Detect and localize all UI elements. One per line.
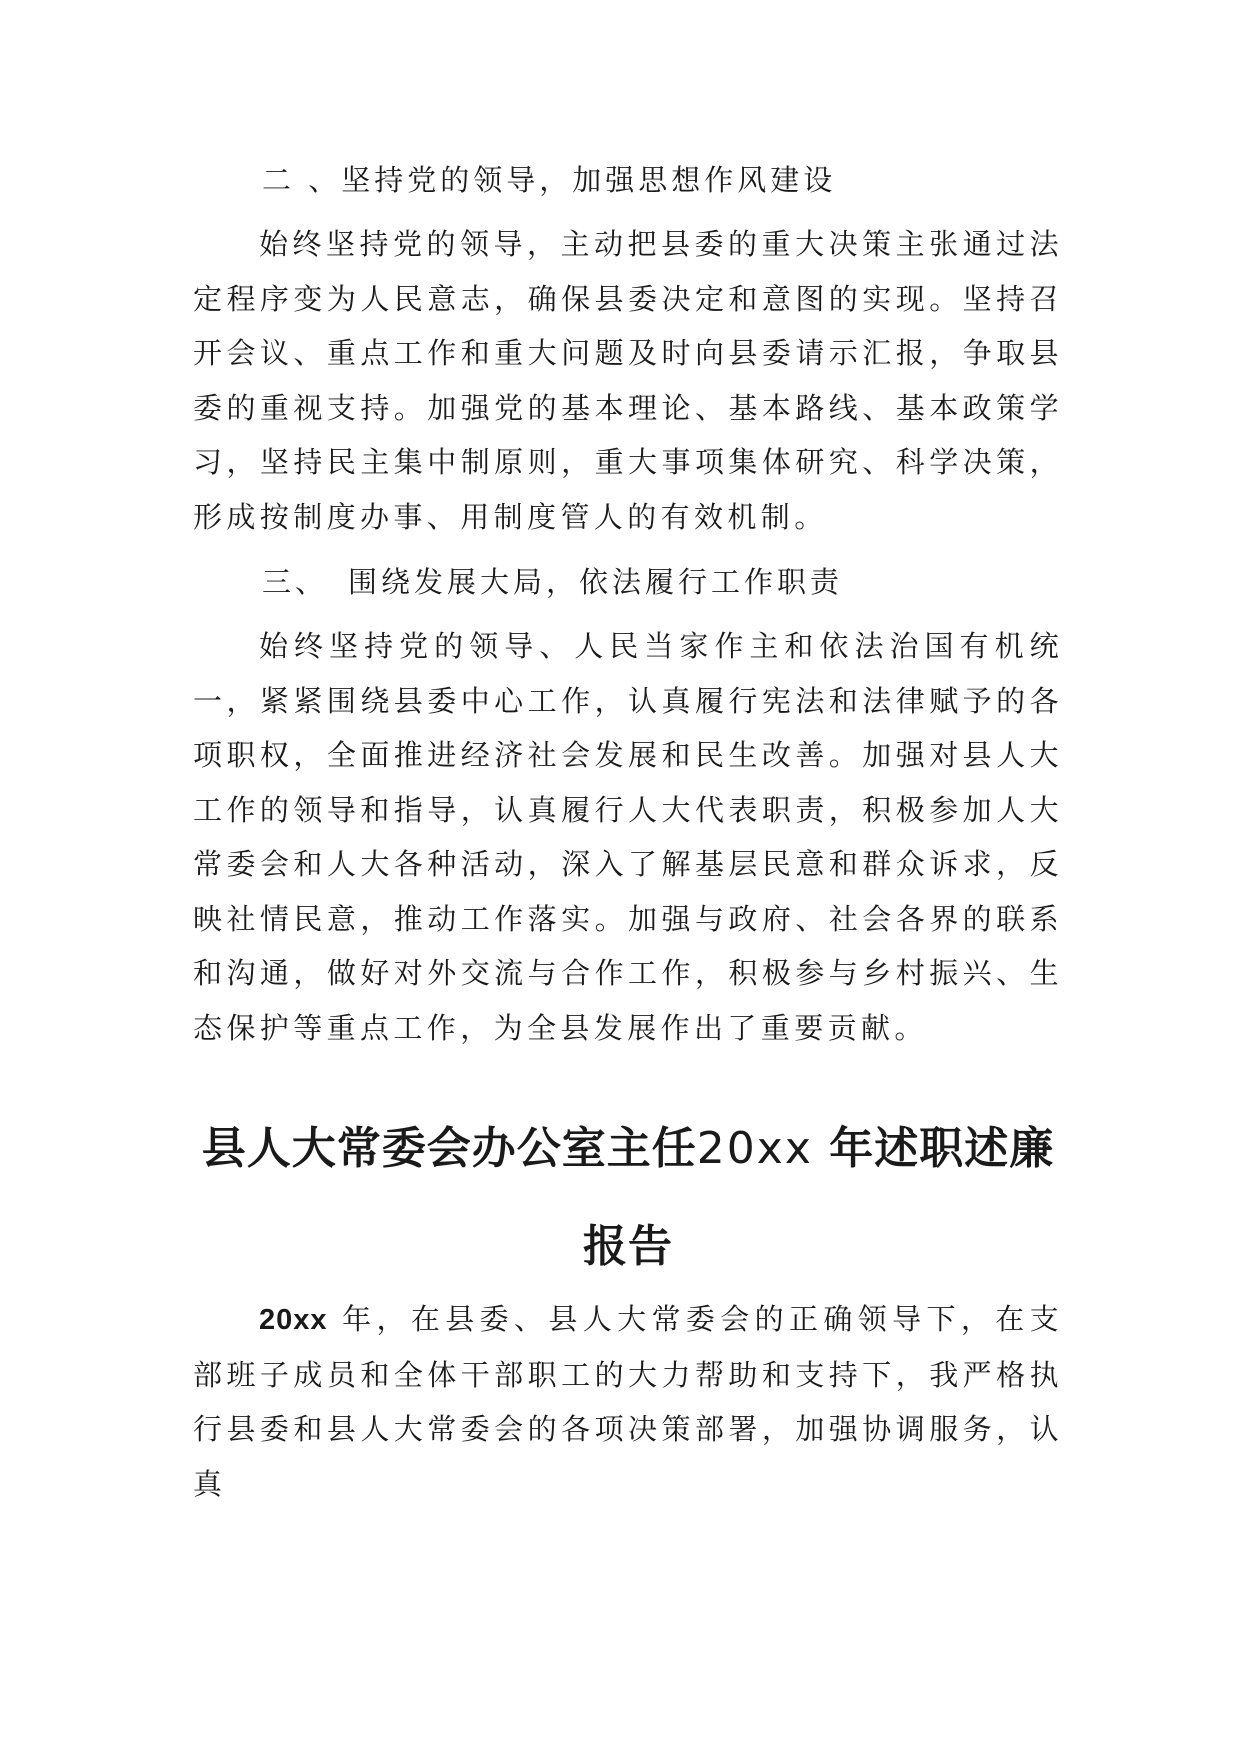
section-2-paragraph: 始终坚持党的领导，主动把县委的重大决策主张通过法定程序变为人民意志，确保县委决定和意图的实现。坚持召开会议、重点工作和重大问题及时向县委请示汇报，争取县委的重视支持。加强党的基本理论、基本路线、基本政策学习，坚持民主集中制原则，重大事项集体研究、科学决策，形成按制度办事、用制度管人的有效机制。 (193, 227, 1063, 534)
report-title-year: 20xx (696, 1123, 813, 1174)
section-2-heading: 二 、坚持党的领导，加强思想作风建设 (262, 163, 837, 197)
section-3-number: 三、 (262, 565, 329, 599)
report-intro-text: 年，在县委、县人大常委会的正确领导下，在支部班子成员和全体干部职工的大力帮助和支持下，我严格执行县委和县人大常委会的各项决策部署，加强协调服务，认真 (193, 1302, 1063, 1501)
report-intro-paragraph (193, 1292, 1063, 1511)
report-title-line-2: 报告 (583, 1221, 673, 1272)
section-3-heading-text: 围绕发展大局，依法履行工作职责 (348, 565, 844, 599)
report-title-part1: 县人大常委会办公室主任 (201, 1123, 697, 1174)
section-3-paragraph: 始终坚持党的领导、人民当家作主和依法治国有机统一，紧紧围绕县委中心工作，认真履行宪法和法律赋予的各项职权，全面推进经济社会发展和民生改善。加强对县人大工作的领导和指导，认真履行人大代表职责，积极参加人大常委会和人大各种活动，深入了解基层民意和群众诉求，反映社情民意，推动工作落实。加强与政府、社会各界的联系和沟通，做好对外交流与合作工作，积极参与乡村振兴、生态保护等重点工作，为全县发展作出了重要贡献。 (193, 629, 1063, 1045)
report-intro-year: 20xx (259, 1304, 328, 1336)
section-3-heading (262, 560, 843, 601)
report-title-part2: 年述职述廉 (812, 1123, 1055, 1174)
report-title (193, 1112, 1063, 1176)
